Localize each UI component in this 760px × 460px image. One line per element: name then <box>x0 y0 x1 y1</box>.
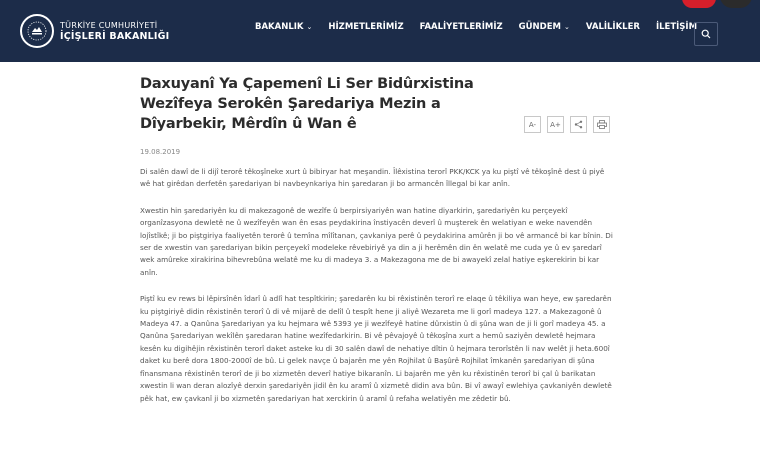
nav-item-label: FAALİYETLERİMİZ <box>419 22 503 32</box>
logo-line2: İÇİŞLERİ BAKANLIĞI <box>60 31 170 42</box>
decrease-font-label: A- <box>528 120 537 129</box>
nav-item-label: BAKANLIK <box>255 22 304 32</box>
nav-item-label: GÜNDEM <box>518 22 561 32</box>
flag-dark-shape <box>720 0 752 8</box>
print-icon <box>597 120 607 129</box>
article-date: 19.08.2019 <box>140 148 181 156</box>
nav-item-gundem[interactable] <box>519 22 570 32</box>
nav-item-bakanlik[interactable] <box>255 22 312 32</box>
nav-item-label: İLETİŞİM <box>655 22 698 32</box>
nav-item-valilikler[interactable] <box>586 22 640 32</box>
article-body <box>140 166 614 419</box>
article <box>140 74 620 403</box>
main-nav <box>255 22 713 32</box>
increase-font-button[interactable] <box>547 116 564 133</box>
decrease-font-button[interactable] <box>524 116 541 133</box>
flag-banner <box>682 0 760 10</box>
search-icon <box>701 29 711 39</box>
print-button[interactable] <box>593 116 610 133</box>
chevron-down-icon: ⌄ <box>563 23 570 31</box>
nav-item-hizmetlerimiz[interactable] <box>328 22 403 32</box>
article-tools <box>518 116 610 133</box>
emblem-icon <box>20 14 54 48</box>
share-button[interactable] <box>570 116 587 133</box>
logo-line1: TÜRKİYE CUMHURİYETİ <box>60 21 158 30</box>
logo-text <box>60 20 169 42</box>
article-paragraph: Piştî ku ev rews bi lêpirsînên îdarî û adlî hat tespîtkirin; şaredarên ku bi rêxistinên terorî re elaqe û têkiliya wan heye, ew şaredarên ku piştgiriyê didin rêxistinên terorî û di vê mijarê de delîl û tespît hene ji aliyê Wezareta me li gorî madeya 127. a Makezagonê û Madeya 47. a Qanûna Şaredariyan ya ku hejmara wê 5393 ye ji wezîfeyê hatine dûrxistin û di şûna wan de ji li gorî madeya 45. a Qanûna Şaredariyan wekîlên şaredaran hatine wezîfedarkirin. Bi vê pêvajoyê û têkoşîna xurt a hemû saziyên dewletê hejmara kesên ku digihêjin rêxistinên terorî daket asteke ku di 30 salên dawî de nehatiye dîtin û hejmara terorîstên li nav welêt ji heta.600î daket ku berê dora 1800-2000î de bû. Li gelek navçe û bajarên me yên Rojhilat û Başûrê Rojhilat îmkanên şaredariyan di şûna fînansmana rêxistinên terorî de ji bo xizmetên deverî hatiye bikaranîn. Li bajarên me yên ku rêxistinên terorî bi çal û barikatan xwestin li wan deran alozîyê derxin şaredariyên jidil ên ku aramî û xizmetê didin ava bûn. Bi vî awayî ewlehiya çavkaniyên dewletê pêk hat, ew çavkanî ji bo xizmetên şaredariyan hat xerckirin û aramî û refaha welatiyên me zêdetir bû. <box>140 294 612 403</box>
nav-item-iletisim[interactable] <box>656 22 697 32</box>
nav-item-label: VALİLİKLER <box>585 22 640 32</box>
nav-item-label: HİZMETLERİMİZ <box>328 22 404 32</box>
increase-font-label: A+ <box>550 120 561 129</box>
share-icon <box>574 120 583 129</box>
chevron-down-icon: ⌄ <box>306 23 313 31</box>
flag-red-shape <box>682 0 716 8</box>
article-paragraph: Xwestin hin şaredariyên ku di makezagonê de wezîfe û berpirsiyariyên wan hatine diyarkirin, şaredariyên ku perçeyekî organîzasyona dewletê ne û wezîfeyên wan ên esas peydakirina înstiyacên deverî û muşterek ên welatiyan e weke navendên lojîstîkê; ji bo piştgiriya faaliyetên terorê û temîna mîlîtanan, çavkaniya perê û peydakirina amûrên ji bo vê armancê bi kar bînin. Di ser de xwestin van şaredariyan bikin perçeyekî modeleke rêvebiriyê ya din a ji herêmên din ên welatê me cuda ye û ev şaredarî wek amûreke xirakirina bihevrebûna welatê me ku di madeya 3. a Makezagona me de bi awayekî zelal hatiye eşkerekirin bi kar anîn. <box>140 205 613 277</box>
search-button[interactable] <box>694 22 718 46</box>
site-header <box>0 0 760 62</box>
article-title: Daxuyanî Ya Çapemenî Li Ser Bidûrxistina Wezîfeya Serokên Şaredariya Mezin a Dîyarbekir, Mêrdîn û Wan ê <box>140 76 474 132</box>
nav-item-faaliyetlerimiz[interactable] <box>420 22 503 32</box>
article-paragraph: Di salên dawî de li dijî terorê têkoşîneke xurt û bibiryar hat meşandin. Îlêxistina terorî PKK/KCK ya ku piştî vê têkoşînê dest û piyê wê hat girêdan derfetên şaredariyan bi navbeynkariya hin şaredaran ji bo armancên îllegal bi kar anîn. <box>140 167 605 189</box>
site-logo[interactable] <box>20 14 169 48</box>
